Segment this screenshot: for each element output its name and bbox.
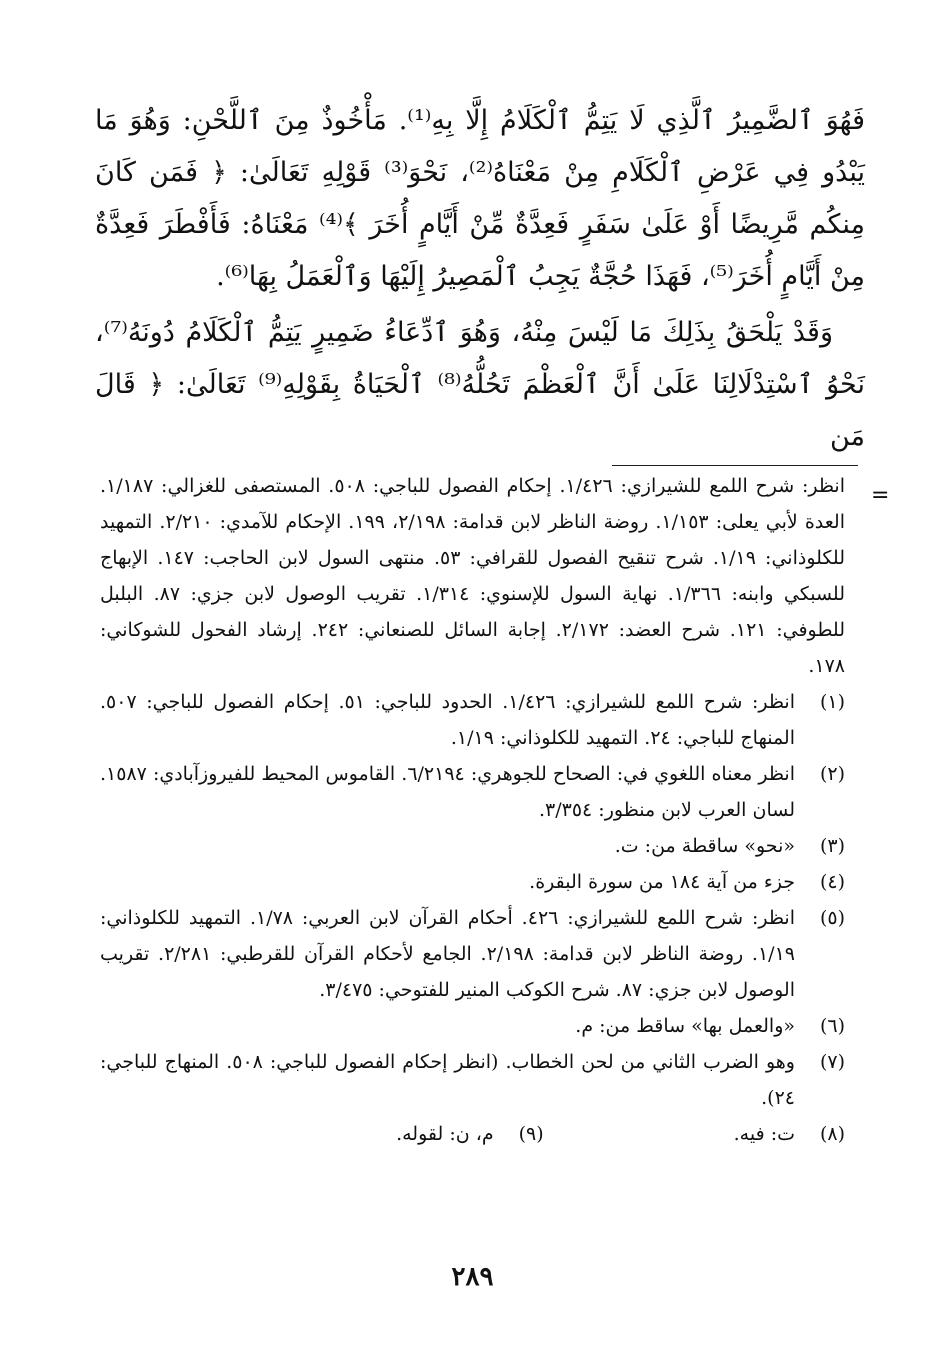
footnotes [100,468,845,1152]
footnote-number: (٤) [819,871,845,893]
footnote-5 [100,900,845,1008]
footnote-number: (٥) [819,907,845,929]
footnote-number: (٨) [819,1123,845,1145]
footnote-pair-8-9 [100,1116,845,1152]
footnote-1 [100,684,845,756]
footnote-text: انظر معناه اللغوي في: الصحاح للجوهري: ٦/٢١٩٤. القاموس المحيط للفيروزآبادي: ١٥٨٧. لسان العرب لابن منظور: ٣/٣٥٤. [100,763,795,821]
footnote-3 [100,828,845,864]
footnote-7 [100,1044,845,1116]
paragraph-1: فَهُوَ ٱلضَّمِيرُ ٱلَّذِي لَا يَتِمُّ ٱلْكَلَامُ إِلَّا بِهِ⁽¹⁾. مَأْخُوذٌ مِنَ ٱللَّحْنِ: وَهُوَ مَا يَبْدُو فِي عَرْضِ ٱلْكَلَامِ مِنْ مَعْنَاهُ⁽²⁾، نَحْوَ⁽³⁾ قَوْلِهِ تَعَالَىٰ: ﴿ فَمَن كَانَ مِنكُم مَّرِيضًا أَوْ عَلَىٰ سَفَرٍ فَعِدَّةٌ مِّنْ أَيَّامٍ أُخَرَ ﴾⁽⁴⁾ مَعْنَاهُ: فَأَفْطَرَ فَعِدَّةٌ مِنْ أَيَّامٍ أُخَرَ⁽⁵⁾، فَهَذَا حُجَّةٌ يَجِبُ ٱلْمَصِيرُ إِلَيْهَا وَٱلْعَمَلُ بِهَا⁽⁶⁾. [95,105,865,292]
footnote-text: وهو الضرب الثاني من لحن الخطاب. (انظر إحكام الفصول للباجي: ٥٠٨. المنهاج للباجي: ٢٤). [100,1051,795,1109]
footnote-number: (٦) [819,1015,845,1037]
footnote-number: (٣) [819,835,845,857]
footnote-text: انظر: شرح اللمع للشيرازي: ٤٢٦. أحكام القرآن لابن العربي: ١/٧٨. التمهيد للكلوذاني: ١/١٩. روضة الناظر لابن قدامة: ٢/١٩٨. الجامع لأحكام القرآن للقرطبي: ٢/٢٨١. تقريب الوصول لابن جزي: ٨٧. شرح الكوكب المنير للفتوحي: ٣/٤٧٥. [100,907,795,1001]
footnote-2 [100,756,845,828]
continuation-marker: = [871,483,890,508]
footnote-4 [100,864,845,900]
footnote-text: «والعمل بها» ساقط من: م. [575,1015,795,1037]
footnote-text: انظر: شرح اللمع للشيرازي: ١/٤٢٦. الحدود للباجي: ٥١. إحكام الفصول للباجي: ٥٠٧. المنهاج للباجي: ٢٤. التمهيد للكلوذاني: ١/١٩. [100,691,795,749]
paragraph-2: وَقَدْ يَلْحَقُ بِذَلِكَ مَا لَيْسَ مِنْهُ، وَهُوَ ٱدِّعَاءُ ضَمِيرٍ يَتِمُّ ٱلْكَلَامُ دُونَهُ⁽⁷⁾، نَحْوُ ٱسْتِدْلَالِنَا عَلَىٰ أَنَّ ٱلْعَظْمَ تَحُلُّهُ⁽⁸⁾ ٱلْحَيَاةُ بِقَوْلِهِ⁽⁹⁾ تَعَالَىٰ: ﴿ قَالَ مَن [95,317,866,452]
footnote-text: جزء من آية ١٨٤ من سورة البقرة. [529,871,795,893]
footnote-text: م، ن: لقوله. [396,1123,494,1145]
footnote-number: (٢) [819,763,845,785]
footnote-6 [100,1008,845,1044]
footnote-number: (٩) [518,1123,544,1145]
footnote-gap [544,1116,734,1152]
footnote-number: (٧) [819,1051,845,1073]
footnote-continuation: انظر: شرح اللمع للشيرازي: ١/٤٢٦. إحكام الفصول للباجي: ٥٠٨. المستصفى للغزالي: ١/١٨٧. العدة لأبي يعلى: ١/١٥٣. روضة الناظر لابن قدامة: ٢/١٩٨، ١٩٩. الإحكام للآمدي: ٢/٢١٠. التمهيد للكلوذاني: ١/١٩. شرح تنقيح الفصول للقرافي: ٥٣. منتهى السول لابن الحاجب: ١٤٧. الإبهاج للسبكي وابنه: ١/٣٦٦. نهاية السول للإسنوي: ١/٣١٤. تقريب الوصول لابن جزي: ٨٧. البلبل للطوفي: ١٢١. شرح العضد: ٢/١٧٢. إجابة السائل للصنعاني: ٢٤٢. إرشاد الفحول للشوكاني: ١٧٨. [100,475,846,677]
footnote-text: «نحو» ساقطة من: ت. [614,835,795,857]
main-text [95,95,865,463]
page-number: ٢٨٩ [451,1262,494,1292]
footnote-text: ت: فيه. [733,1123,795,1145]
footnote-number: (١) [819,691,845,713]
footnote-separator [612,465,858,466]
